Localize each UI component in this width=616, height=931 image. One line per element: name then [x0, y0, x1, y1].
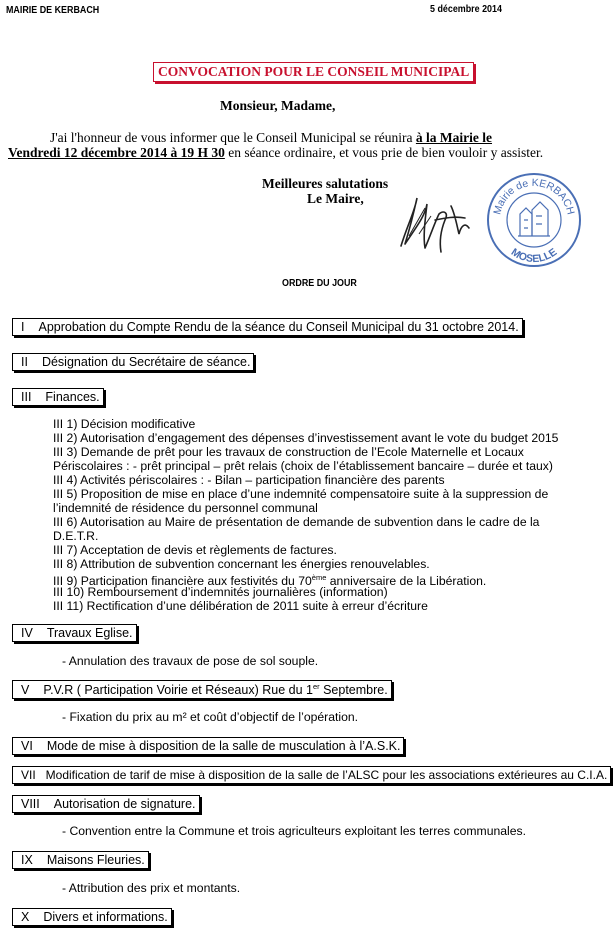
agenda-item-x	[12, 908, 172, 926]
agenda-item-iii	[12, 388, 104, 406]
superscript: ème	[311, 573, 327, 582]
document-title: CONVOCATION POUR LE CONSEIL MUNICIPAL	[153, 62, 474, 82]
agenda-item-number: IX	[21, 853, 33, 867]
agenda-title: ORDRE DU JOUR	[282, 277, 357, 289]
agenda-item-iv	[12, 624, 137, 642]
agenda-item-vi	[12, 737, 404, 755]
agenda-item-label: Divers et informations.	[43, 910, 168, 924]
agenda-item-label: Finances.	[45, 390, 100, 404]
agenda-item-ix	[12, 851, 149, 869]
superscript: er	[312, 682, 320, 691]
agenda-item-label: Travaux Eglise.	[46, 626, 133, 640]
agenda-item-label: P.V.R ( Participation Voirie et Réseaux) Rue du 1	[43, 683, 313, 698]
agenda-subitem: - Convention entre la Commune et trois agriculteurs exploitant les terres communales.	[62, 824, 527, 838]
finances-subitem: l’indemnité de résidence du personnel communal	[53, 501, 318, 515]
finances-subitem: Périscolaires : - prêt principal – prêt relais (choix de l’établissement bancaire – durée et taux)	[53, 459, 553, 473]
meeting-datetime: Vendredi 12 décembre 2014 à 19 H 30	[8, 145, 225, 160]
agenda-item-label: Maisons Fleuries.	[46, 853, 145, 867]
finances-subitem: III 1) Décision modificative	[53, 417, 196, 431]
finances-subitem: III 4) Activités périscolaires : - Bilan – participation financière des parents	[53, 473, 445, 487]
intro-line-1	[50, 130, 492, 146]
agenda-item-label: Autorisation de signature.	[53, 797, 196, 811]
finances-subitem: III 3) Demande de prêt pour les travaux de construction de l’Ecole Maternelle et Locaux	[53, 445, 524, 459]
finances-subitem: III 8) Attribution de subvention concernant les énergies renouvelables.	[53, 557, 430, 571]
agenda-item-label: Approbation du Compte Rendu de la séance du Conseil Municipal du 31 octobre 2014.	[38, 320, 519, 334]
finances-subitem: III 5) Proposition de mise en place d’une indemnité compensatoire suite à la suppression de	[53, 487, 549, 501]
finances-subitem: III 6) Autorisation au Maire de présentation de demande de subvention dans le cadre de la	[53, 515, 540, 529]
salutation: Monsieur, Madame,	[220, 98, 336, 113]
agenda-subitem: - Annulation des travaux de pose de sol souple.	[62, 654, 319, 668]
agenda-item-viii	[12, 795, 200, 813]
agenda-item-number: VI	[21, 739, 33, 753]
agenda-item-number: V	[21, 683, 30, 698]
intro-text: J'ai l'honneur de vous informer que le Conseil Municipal se réunira	[50, 130, 416, 145]
mayor-signature	[395, 186, 475, 256]
document-date: 5 décembre 2014	[430, 3, 502, 15]
agenda-item-number: I	[21, 320, 25, 334]
agenda-item-label: Désignation du Secrétaire de séance.	[41, 355, 251, 369]
agenda-item-ii	[12, 353, 254, 371]
intro-line-2	[8, 145, 543, 161]
agenda-item-label: Mode de mise à disposition de la salle de musculation à l’A.S.K.	[46, 739, 401, 753]
subitem-text: III 9) Participation financière aux festivités du 70	[53, 574, 312, 589]
agenda-item-number: VII	[21, 768, 36, 782]
stamp-bottom-text: MOSELLE	[508, 246, 560, 266]
agenda-item-label-end: Septembre.	[319, 683, 388, 698]
finances-subitem: III 11) Rectification d’une délibération de 2011 suite à erreur d’écriture	[53, 599, 428, 613]
agenda-item-number: IV	[21, 626, 33, 640]
agenda-subitem: - Attribution des prix et montants.	[62, 881, 241, 895]
agenda-item-number: II	[21, 355, 28, 369]
subitem-text: anniversaire de la Libération.	[326, 574, 487, 589]
closing-signer: Le Maire,	[307, 191, 364, 206]
agenda-item-i	[12, 318, 523, 336]
finances-subitem: III 10) Remboursement d’indemnités journalières (information)	[53, 585, 388, 599]
stamp-top-text: Mairie de KERBACH	[491, 176, 577, 216]
agenda-item-number: VIII	[21, 797, 40, 811]
agenda-subitem: - Fixation du prix au m² et coût d’objectif de l’opération.	[62, 710, 359, 724]
finances-subitem: III 7) Acceptation de devis et règlements de factures.	[53, 543, 337, 557]
agenda-item-v	[12, 680, 392, 699]
intro-text-end: en séance ordinaire, et vous prie de bien vouloir y assister.	[224, 145, 544, 160]
svg-text:Mairie de KERBACH	[491, 177, 576, 216]
mairie-name: MAIRIE DE KERBACH	[6, 4, 100, 16]
finances-subitem: III 2) Autorisation d’engagement des dépenses d’investissement avant le vote du budget 2015	[53, 431, 559, 445]
agenda-item-vii	[12, 766, 611, 784]
agenda-item-number: X	[21, 910, 30, 924]
agenda-item-label: Modification de tarif de mise à disposition de la salle de l’ALSC pour les associations extérieures au C.I.A.	[45, 768, 608, 782]
agenda-item-number: III	[21, 390, 32, 404]
closing-greeting: Meilleures salutations	[262, 176, 389, 191]
intro-location: à la Mairie le	[415, 130, 493, 145]
finances-subitem: D.E.T.R.	[53, 529, 99, 543]
mairie-stamp	[484, 170, 584, 270]
